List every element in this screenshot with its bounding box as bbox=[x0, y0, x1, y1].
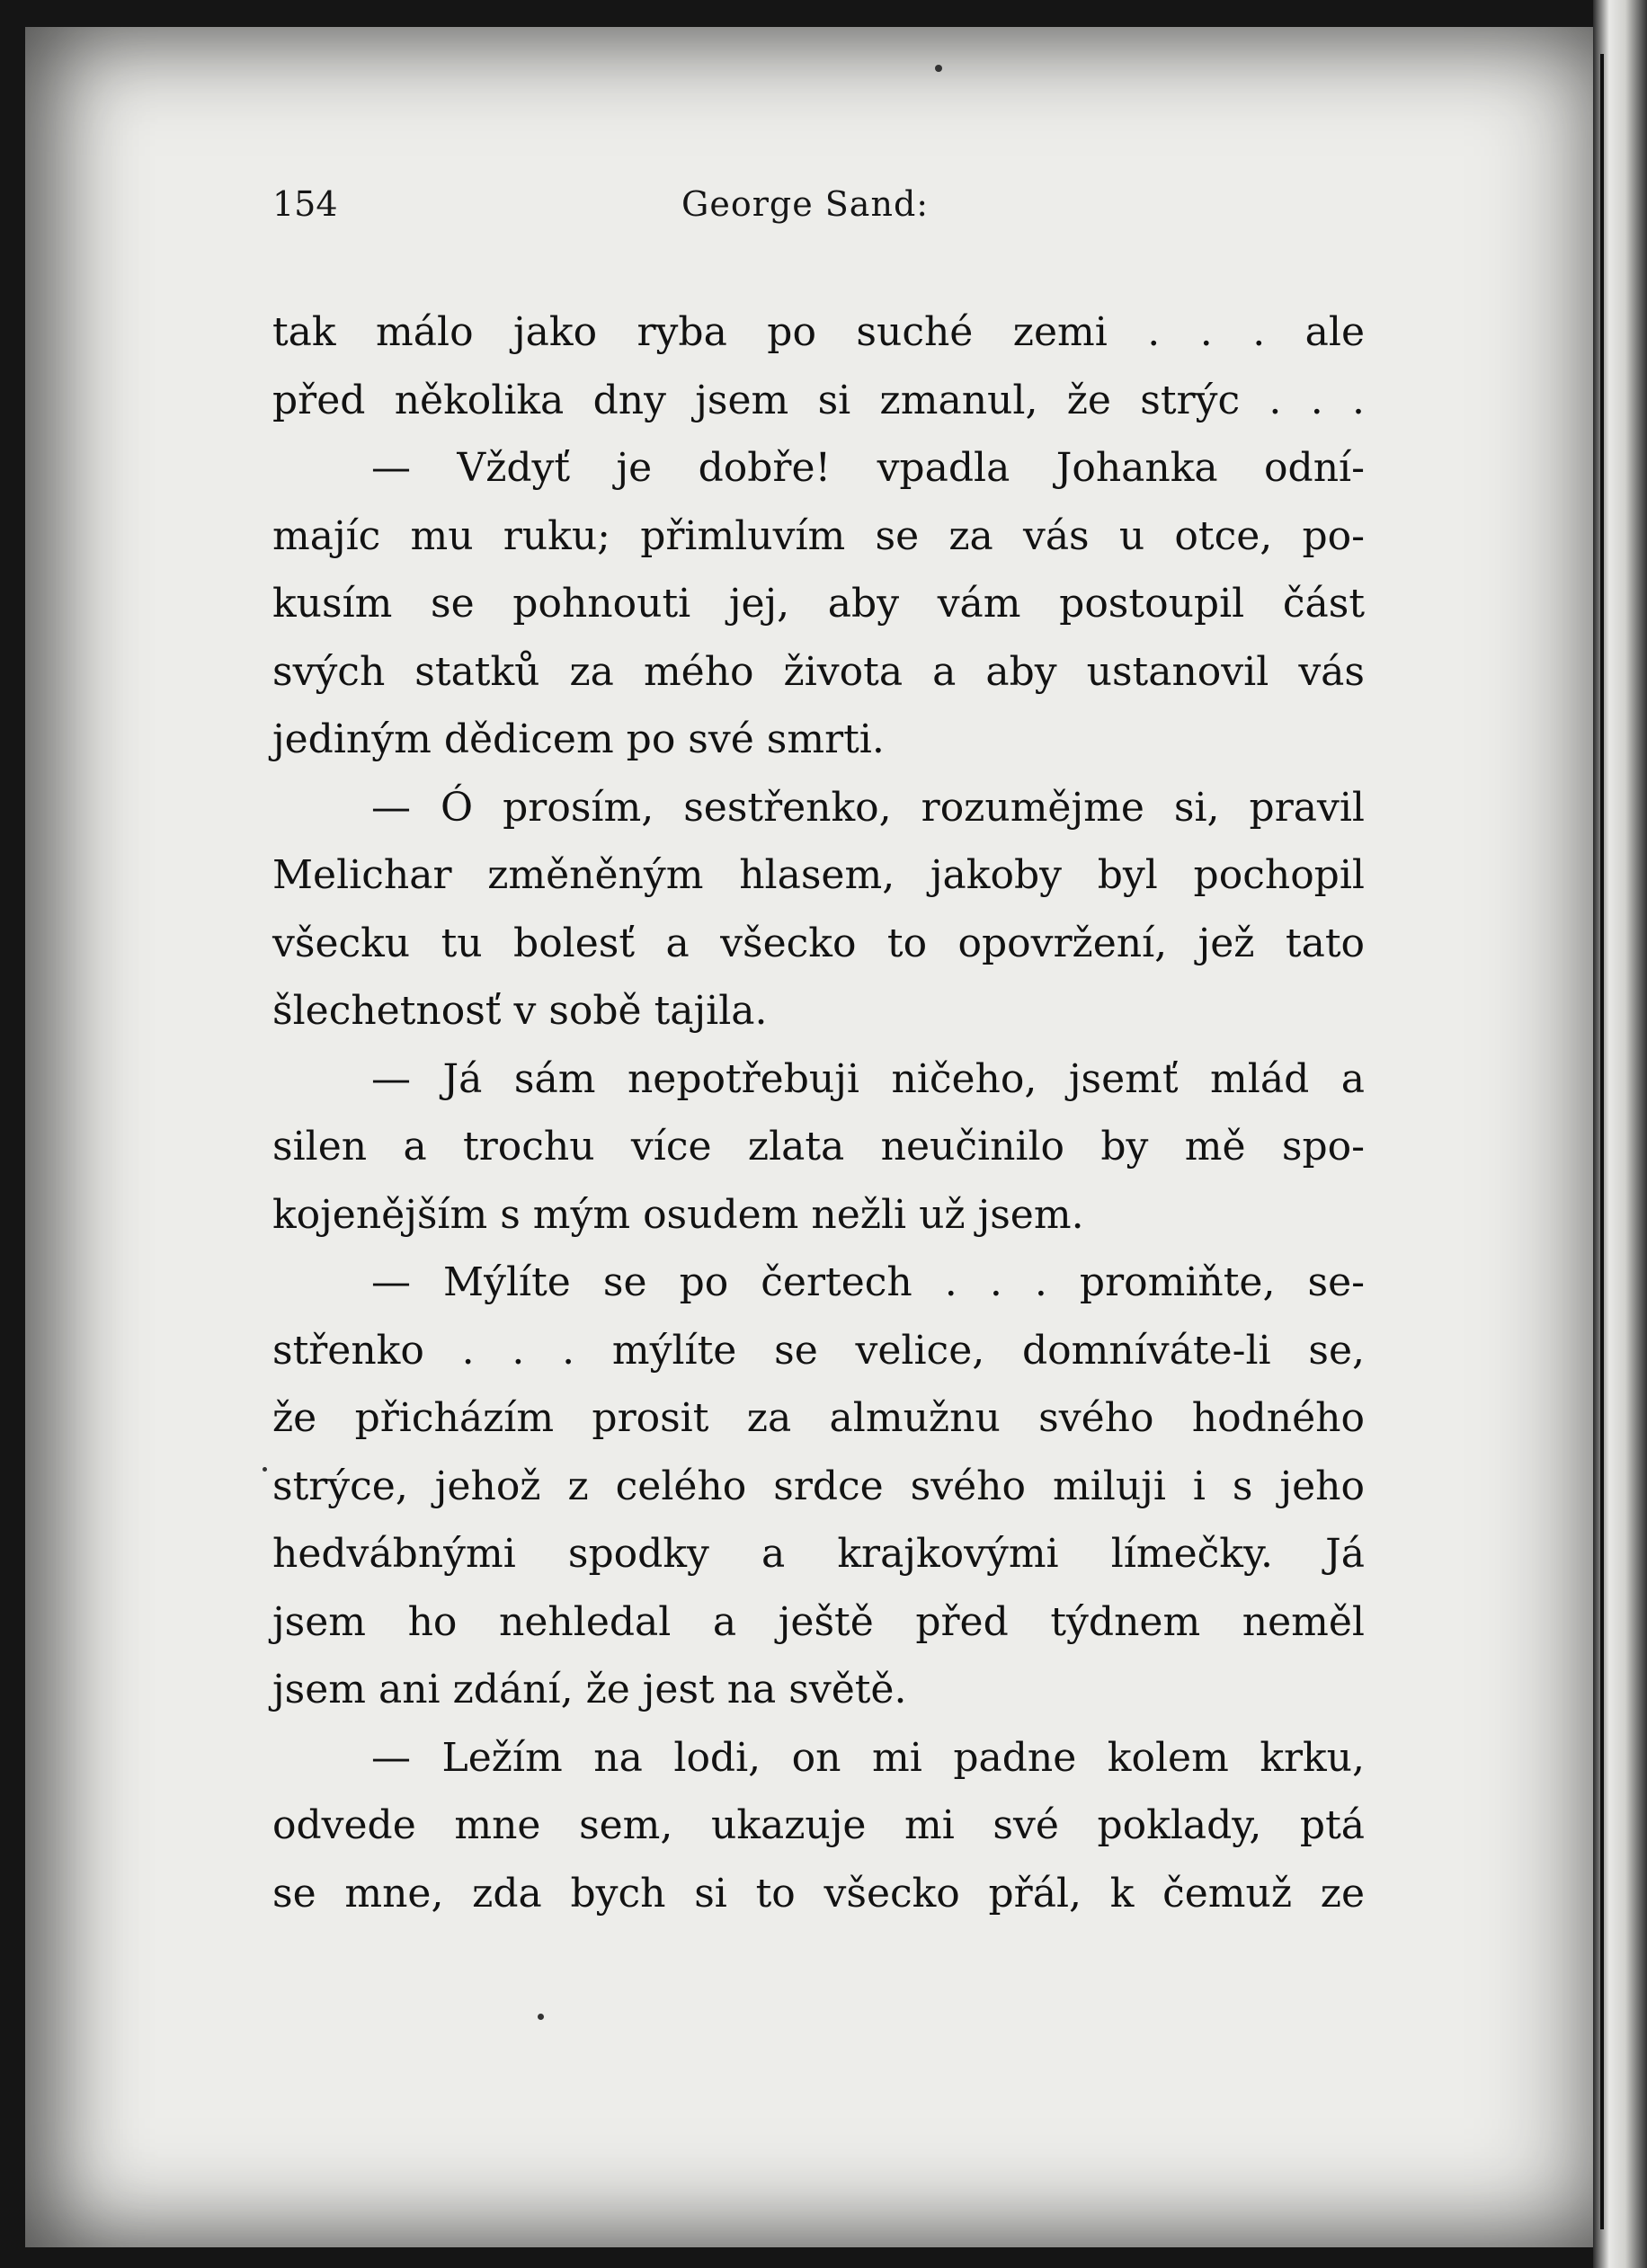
text-line: — Ležím na lodi, on mi padne kolem krku, bbox=[371, 1734, 1365, 1781]
page-number: 154 bbox=[272, 184, 338, 224]
text-line: před několika dny jsem si zmanul, že strýc . . . bbox=[272, 377, 1365, 423]
text-line: majíc mu ruku; přimluvím se za vás u otce, po- bbox=[272, 512, 1365, 559]
text-line: jsem ho nehledal a ještě před týdnem neměl bbox=[272, 1598, 1365, 1645]
text-line: všecku tu bolesť a všecko to opovržení, jež tato bbox=[272, 920, 1365, 966]
text-line: svých statků za mého života a aby ustanovil vás bbox=[272, 648, 1365, 695]
text-line: šlechetnosť v sobě tajila. bbox=[272, 988, 768, 1034]
text-line: — Ó prosím, sestřenko, rozumějme si, pravil bbox=[371, 784, 1365, 831]
text-line: — Mýlíte se po čertech . . . promiňte, se- bbox=[371, 1259, 1365, 1305]
text-line: hedvábnými spodky a krajkovými límečky. Já bbox=[272, 1531, 1365, 1577]
running-head: George Sand: bbox=[681, 184, 930, 224]
text-line: Melichar změněným hlasem, jakoby byl pochopil bbox=[272, 852, 1365, 898]
dust-speck bbox=[538, 2014, 544, 2020]
text-line: jsem ani zdání, že jest na světě. bbox=[272, 1667, 907, 1712]
text-line: že přicházím prosit za almužnu svého hodného bbox=[272, 1395, 1365, 1441]
text-line: silen a trochu více zlata neučinilo by mě spo- bbox=[272, 1124, 1365, 1170]
text-line: kojenějším s mým osudem nežli už jsem. bbox=[272, 1191, 1084, 1238]
text-line: se mne, zda bych si to všecko přál, k čemuž ze bbox=[272, 1870, 1365, 1917]
text-line: tak málo jako ryba po suché zemi . . . ale bbox=[272, 309, 1365, 355]
text-line: kusím se pohnouti jej, aby vám postoupil část bbox=[272, 581, 1365, 627]
text-line: jediným dědicem po své smrti. bbox=[272, 716, 885, 762]
dust-speck bbox=[263, 1467, 267, 1472]
body-text bbox=[272, 298, 1365, 1927]
page-edge-line bbox=[1600, 54, 1604, 2229]
dust-speck bbox=[935, 65, 942, 72]
text-line: strýce, jehož z celého srdce svého miluji i s jeho bbox=[272, 1463, 1365, 1509]
text-line: odvede mne sem, ukazuje mi své poklady, ptá bbox=[272, 1802, 1365, 1848]
text-line: střenko . . . mýlíte se velice, domníváte-li se, bbox=[272, 1327, 1365, 1374]
text-line: — Já sám nepotřebuji ničeho, jsemť mlád a bbox=[371, 1055, 1365, 1102]
page-header bbox=[272, 184, 1387, 229]
text-line: — Vždyť je dobře! vpadla Johanka odní- bbox=[371, 445, 1365, 491]
